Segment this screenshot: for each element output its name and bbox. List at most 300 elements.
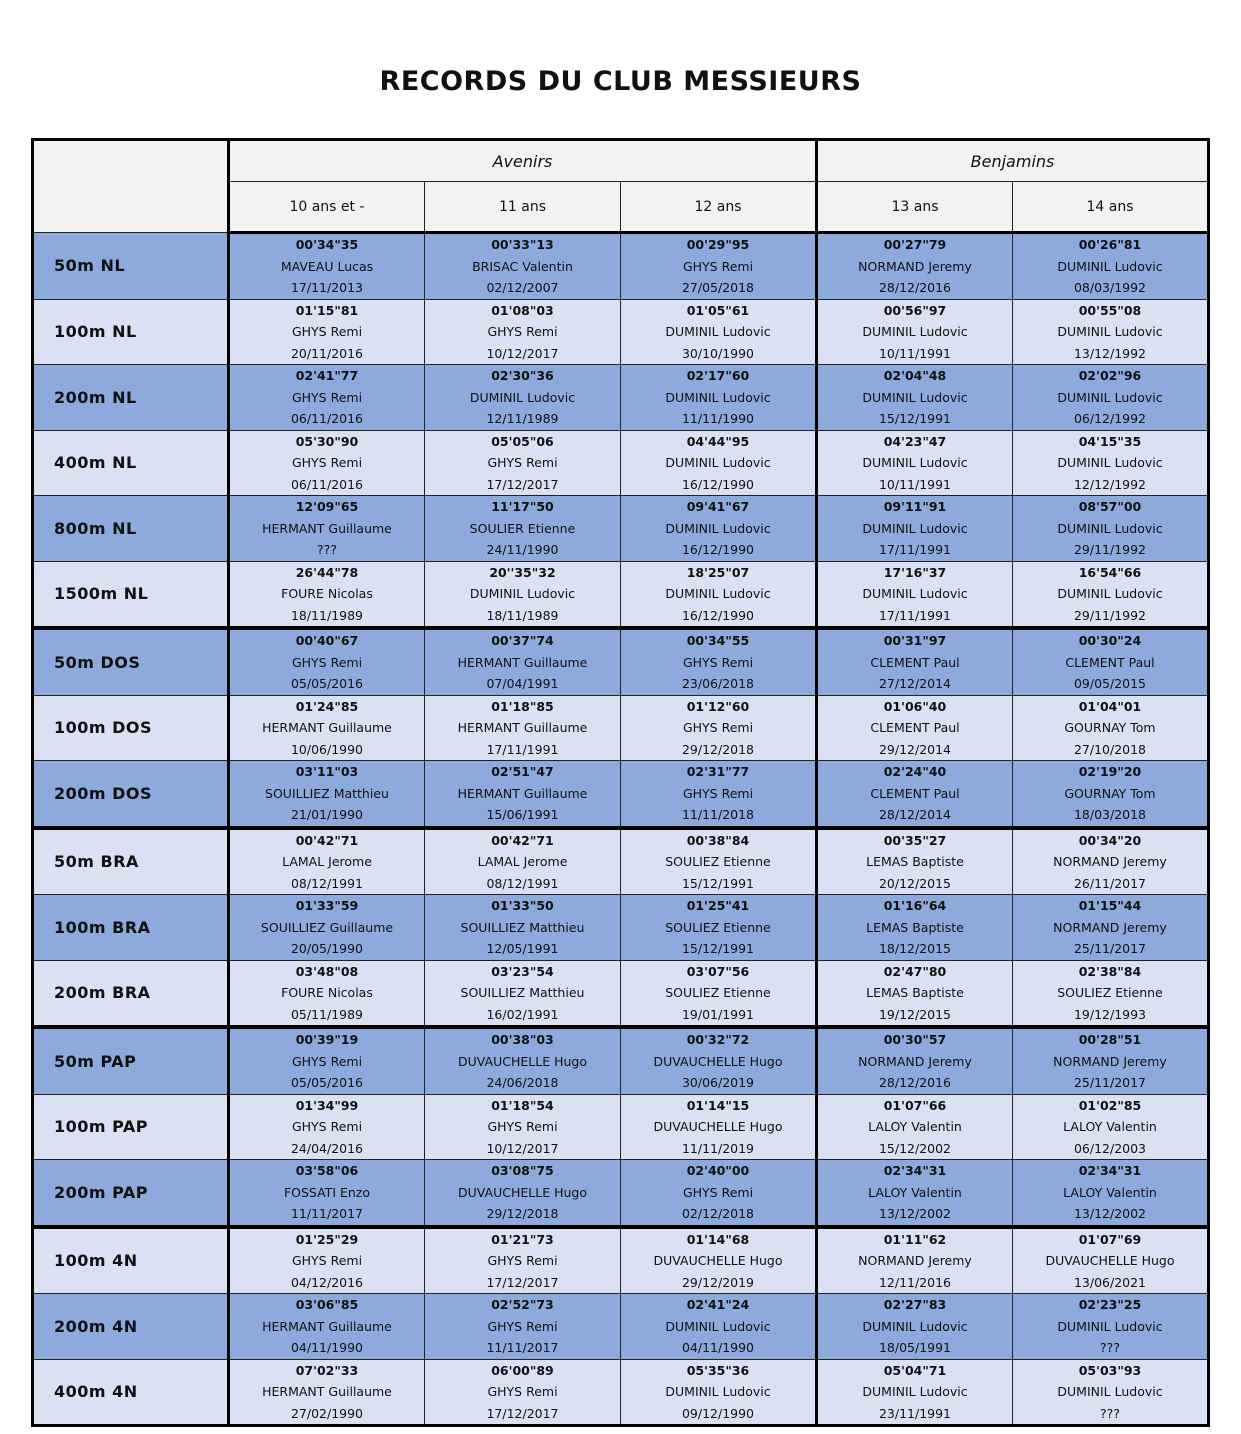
table-row [33, 1160, 1209, 1227]
record-time: 00'56"97 [883, 302, 947, 318]
record-cell [425, 233, 621, 300]
record-cell [621, 895, 817, 961]
record-date: 17/12/2017 [486, 1405, 559, 1421]
record-time: 02'34"31 [1078, 1163, 1142, 1178]
record-date: 19/12/1993 [1073, 1006, 1147, 1022]
record-cell [1013, 1359, 1209, 1426]
record-time: 11'17"50 [491, 499, 554, 514]
table-row [33, 895, 1209, 961]
record-date: 28/12/2016 [878, 280, 952, 295]
record-cell [1013, 299, 1209, 365]
record-time: 02'19"20 [1078, 764, 1142, 779]
record-holder: GOURNAY Tom [1064, 720, 1156, 735]
record-time: 20''35"32 [489, 564, 556, 580]
record-cell [1013, 1227, 1209, 1294]
record-holder: FOURE Nicolas [281, 586, 373, 601]
record-holder: DUMINIL Ludovic [1057, 520, 1163, 536]
record-date: 02/12/2018 [681, 1206, 755, 1221]
record-holder: CLEMENT Paul [870, 720, 960, 735]
record-holder: MAVEAU Lucas [280, 258, 374, 274]
record-cell [621, 828, 817, 895]
record-date: 15/06/1991 [486, 807, 559, 822]
record-time: 01'21"73 [491, 1231, 554, 1247]
record-cell [621, 496, 817, 562]
record-date: 23/11/1991 [878, 1405, 952, 1421]
record-date: 20/05/1990 [290, 941, 364, 956]
record-cell [425, 299, 621, 365]
record-holder: DUVAUCHELLE Hugo [653, 1253, 783, 1268]
record-cell [1013, 695, 1209, 761]
record-date: 16/02/1991 [486, 1006, 559, 1022]
record-holder: SOUILLIEZ Matthieu [265, 785, 389, 801]
record-time: 00'30"57 [883, 1032, 947, 1047]
record-date: 23/06/2018 [681, 676, 755, 691]
table-row [33, 365, 1209, 431]
record-time: 08'57"00 [1078, 499, 1142, 514]
record-holder: DUMINIL Ludovic [1057, 389, 1163, 405]
record-date: 10/11/1991 [878, 476, 952, 492]
record-date: 25/11/2017 [1073, 1075, 1147, 1090]
record-time: 00'30"24 [1078, 633, 1142, 648]
record-holder: GHYS Remi [291, 1253, 363, 1268]
record-date: 10/06/1990 [290, 741, 364, 757]
record-holder: DUVAUCHELLE Hugo [653, 1053, 783, 1069]
record-holder: GHYS Remi [487, 1253, 558, 1268]
record-time: 02'47"80 [883, 963, 947, 979]
record-date: 18/03/2018 [1073, 807, 1147, 822]
record-date: 26/11/2017 [1073, 875, 1147, 891]
record-time: 00'38"03 [491, 1032, 554, 1047]
record-holder: LEMAS Baptiste [866, 919, 964, 935]
table-row [33, 1027, 1209, 1094]
record-date: 16/12/1990 [681, 542, 755, 557]
event-label: 100m NL [33, 299, 229, 365]
record-time: 00'34"55 [686, 633, 750, 648]
record-time: 09'41"67 [686, 499, 750, 514]
record-date: 06/12/1992 [1073, 411, 1147, 426]
record-holder: HERMANT Guillaume [262, 1384, 392, 1399]
record-cell [817, 895, 1013, 961]
record-time: 02'27"83 [883, 1297, 947, 1312]
record-cell [817, 1227, 1013, 1294]
record-cell [229, 1227, 425, 1294]
record-cell [1013, 1027, 1209, 1094]
record-time: 01'24"85 [295, 698, 359, 714]
record-date: 27/05/2018 [681, 280, 755, 295]
record-holder: DUMINIL Ludovic [1057, 1318, 1163, 1334]
event-label: 100m DOS [33, 695, 229, 761]
record-time: 00'33"13 [491, 237, 554, 252]
record-holder: FOSSATI Enzo [283, 1184, 371, 1200]
record-time: 00'35"27 [883, 832, 947, 848]
records-body [33, 233, 1209, 1426]
record-holder: DUMINIL Ludovic [862, 1318, 968, 1334]
record-holder: HERMANT Guillaume [262, 1318, 392, 1334]
record-date: 24/06/2018 [486, 1075, 559, 1090]
record-time: 04'15"35 [1078, 433, 1142, 449]
record-holder: DUMINIL Ludovic [1057, 258, 1163, 274]
record-cell [621, 960, 817, 1027]
record-cell [1013, 761, 1209, 828]
record-holder: DUMINIL Ludovic [862, 455, 968, 470]
record-date: 29/12/2018 [681, 741, 755, 757]
record-time: 01'04"01 [1078, 698, 1142, 714]
record-date: 19/12/2015 [878, 1006, 952, 1022]
record-time: 01'14"68 [686, 1231, 750, 1247]
record-time: 05'04"71 [883, 1362, 947, 1378]
record-time: 07'02"33 [295, 1362, 359, 1378]
record-time: 03'48"08 [295, 963, 359, 979]
record-date: 29/12/2019 [681, 1274, 755, 1290]
record-holder: DUMINIL Ludovic [469, 389, 576, 405]
record-cell [229, 1027, 425, 1094]
record-date: 18/11/1989 [486, 607, 559, 623]
record-cell [621, 1160, 817, 1227]
record-date: 16/12/1990 [681, 476, 755, 492]
record-time: 00'27"79 [883, 237, 947, 252]
record-time: 00'34"35 [295, 237, 359, 252]
record-date: 17/12/2017 [486, 1274, 559, 1290]
record-holder: GHYS Remi [682, 720, 754, 735]
record-time: 03'07"56 [686, 963, 750, 979]
record-cell [817, 365, 1013, 431]
record-time: 03'11"03 [295, 764, 359, 779]
record-date: 24/04/2016 [290, 1140, 364, 1156]
record-date: 17/11/2013 [290, 280, 364, 295]
record-cell [229, 695, 425, 761]
record-holder: DUMINIL Ludovic [665, 324, 771, 339]
record-holder: LAMAL Jerome [282, 854, 372, 869]
record-holder: DUMINIL Ludovic [665, 1384, 771, 1399]
record-cell [817, 695, 1013, 761]
record-holder: NORMAND Jeremy [1053, 919, 1167, 935]
record-time: 02'02"96 [1078, 368, 1142, 383]
record-holder: GHYS Remi [682, 258, 754, 274]
record-time: 05'05"06 [491, 433, 554, 449]
record-date: ??? [317, 542, 337, 557]
record-holder: DUMINIL Ludovic [665, 389, 771, 405]
record-cell [229, 895, 425, 961]
record-date: 19/01/1991 [681, 1006, 755, 1022]
record-time: 01'25"29 [295, 1231, 359, 1247]
record-holder: DUMINIL Ludovic [665, 1318, 771, 1334]
record-cell [1013, 828, 1209, 895]
record-cell [1013, 496, 1209, 562]
record-cell [425, 1359, 621, 1426]
record-time: 12'09"65 [295, 499, 359, 514]
record-date: 10/11/1991 [878, 345, 952, 361]
event-label: 50m DOS [33, 628, 229, 695]
record-cell [425, 1160, 621, 1227]
table-row [33, 761, 1209, 828]
record-date: 13/12/2002 [1073, 1206, 1147, 1221]
group-header-benjamins: Benjamins [817, 140, 1209, 182]
record-date: 11/11/1990 [681, 411, 755, 426]
record-time: 01'15"81 [295, 302, 359, 318]
record-cell [621, 761, 817, 828]
record-time: 09'11"91 [883, 499, 947, 514]
event-label: 200m NL [33, 365, 229, 431]
record-holder: LALOY Valentin [1063, 1184, 1157, 1200]
header-corner [33, 140, 229, 233]
record-cell [425, 1227, 621, 1294]
table-row [33, 695, 1209, 761]
record-date: 17/11/1991 [878, 607, 952, 623]
record-holder: NORMAND Jeremy [858, 1253, 972, 1268]
table-row [33, 1359, 1209, 1426]
record-date: 17/11/1991 [486, 741, 559, 757]
record-date: ??? [1100, 1405, 1120, 1421]
event-label: 50m PAP [33, 1027, 229, 1094]
record-cell [425, 628, 621, 695]
record-cell [621, 299, 817, 365]
record-time: 02'24"40 [883, 764, 947, 779]
record-cell [817, 828, 1013, 895]
record-time: 01'11"62 [883, 1231, 947, 1247]
record-holder: NORMAND Jeremy [1053, 854, 1167, 869]
record-time: 18'25"07 [686, 564, 750, 580]
record-date: 29/12/2018 [486, 1206, 559, 1221]
record-holder: LEMAS Baptiste [866, 854, 964, 869]
record-holder: SOULIER Etienne [469, 520, 576, 536]
table-row [33, 1227, 1209, 1294]
record-date: 27/02/1990 [290, 1405, 364, 1421]
record-date: 21/01/1990 [290, 807, 364, 822]
record-date: 30/10/1990 [681, 345, 755, 361]
record-time: 02'38"84 [1078, 963, 1142, 979]
record-time: 00'26"81 [1078, 237, 1142, 252]
record-cell [817, 1094, 1013, 1160]
record-cell [1013, 365, 1209, 431]
record-cell [425, 365, 621, 431]
table-row [33, 628, 1209, 695]
record-date: 29/11/1992 [1073, 607, 1147, 623]
record-cell [425, 828, 621, 895]
record-holder: LAMAL Jerome [477, 854, 568, 869]
record-time: 00'42"71 [295, 832, 359, 848]
record-cell [1013, 233, 1209, 300]
record-date: 08/12/1991 [486, 875, 559, 891]
record-time: 00'28"51 [1078, 1032, 1142, 1047]
record-date: 25/11/2017 [1073, 941, 1147, 956]
record-time: 00'34"20 [1078, 832, 1142, 848]
record-cell [1013, 628, 1209, 695]
record-cell [817, 628, 1013, 695]
event-label: 400m NL [33, 430, 229, 496]
record-cell [621, 1294, 817, 1360]
record-holder: LEMAS Baptiste [866, 985, 964, 1000]
record-cell [817, 561, 1013, 628]
record-holder: SOUILLIEZ Matthieu [460, 919, 585, 935]
record-date: ??? [1100, 1340, 1120, 1355]
record-time: 00'31"97 [883, 633, 947, 648]
record-holder: SOULIEZ Etienne [665, 919, 771, 935]
record-time: 03'08"75 [491, 1163, 554, 1178]
record-holder: SOULIEZ Etienne [665, 854, 771, 869]
record-time: 00'42"71 [491, 832, 554, 848]
record-cell [425, 960, 621, 1027]
record-time: 26'44"78 [295, 564, 359, 580]
record-holder: DUMINIL Ludovic [862, 586, 968, 601]
record-cell [621, 1027, 817, 1094]
record-holder: GHYS Remi [682, 654, 754, 670]
record-time: 02'17"60 [686, 368, 750, 383]
record-holder: GHYS Remi [682, 785, 754, 801]
table-row [33, 960, 1209, 1027]
record-cell [817, 1294, 1013, 1360]
record-date: 15/12/1991 [681, 941, 755, 956]
record-time: 05'03"93 [1078, 1362, 1142, 1378]
record-cell [229, 828, 425, 895]
record-date: 28/12/2014 [878, 807, 952, 822]
event-label: 100m BRA [33, 895, 229, 961]
record-time: 03'06"85 [295, 1297, 359, 1312]
record-cell [1013, 1094, 1209, 1160]
record-cell [425, 695, 621, 761]
record-holder: GHYS Remi [291, 1053, 363, 1069]
table-row [33, 1094, 1209, 1160]
record-cell [621, 430, 817, 496]
event-label: 200m 4N [33, 1294, 229, 1360]
record-date: 05/05/2016 [290, 1075, 364, 1090]
record-cell [621, 628, 817, 695]
record-cell [817, 299, 1013, 365]
table-row [33, 1294, 1209, 1360]
record-holder: GHYS Remi [487, 1384, 558, 1399]
record-holder: DUVAUCHELLE Hugo [458, 1184, 587, 1200]
record-date: 27/12/2014 [878, 676, 952, 691]
record-cell [425, 561, 621, 628]
records-table [31, 138, 1210, 1427]
record-holder: SOUILLIEZ Matthieu [460, 985, 585, 1000]
record-holder: HERMANT Guillaume [457, 720, 588, 735]
record-date: 30/06/2019 [681, 1075, 755, 1090]
table-row [33, 299, 1209, 365]
record-holder: SOULIEZ Etienne [665, 985, 771, 1000]
event-label: 200m BRA [33, 960, 229, 1027]
record-time: 01'02"85 [1078, 1097, 1142, 1113]
record-cell [621, 1359, 817, 1426]
record-date: 04/11/1990 [681, 1340, 755, 1355]
record-cell [817, 761, 1013, 828]
record-holder: BRISAC Valentin [472, 258, 573, 274]
record-cell [817, 1160, 1013, 1227]
record-time: 00'37"74 [491, 633, 554, 648]
table-row [33, 828, 1209, 895]
record-date: 05/11/1989 [290, 1006, 364, 1022]
record-time: 01'06"40 [883, 698, 947, 714]
event-label: 200m DOS [33, 761, 229, 828]
record-holder: DUMINIL Ludovic [862, 520, 968, 536]
record-time: 01'12"60 [686, 698, 750, 714]
record-holder: SOULIEZ Etienne [1057, 985, 1163, 1000]
record-holder: DUMINIL Ludovic [469, 586, 576, 601]
record-cell [621, 561, 817, 628]
record-time: 01'05"61 [686, 302, 750, 318]
event-label: 100m PAP [33, 1094, 229, 1160]
record-date: 28/12/2016 [878, 1075, 952, 1090]
record-cell [425, 496, 621, 562]
record-holder: GHYS Remi [682, 1184, 754, 1200]
record-date: 18/05/1991 [878, 1340, 952, 1355]
record-time: 01'33"50 [491, 898, 554, 913]
record-time: 01'18"85 [491, 698, 554, 714]
record-cell [425, 1094, 621, 1160]
record-holder: NORMAND Jeremy [1053, 1053, 1167, 1069]
record-time: 02'30"36 [491, 368, 554, 383]
record-time: 01'16"64 [883, 898, 947, 913]
record-time: 00'38"84 [686, 832, 750, 848]
record-date: 13/06/2021 [1073, 1274, 1147, 1290]
record-date: 29/12/2014 [878, 741, 952, 757]
record-time: 01'15"44 [1078, 898, 1142, 913]
record-holder: DUMINIL Ludovic [1057, 455, 1163, 470]
record-date: 08/03/1992 [1073, 280, 1147, 295]
record-holder: HERMANT Guillaume [262, 720, 392, 735]
record-holder: HERMANT Guillaume [457, 654, 588, 670]
record-date: 04/11/1990 [290, 1340, 364, 1355]
record-date: 07/04/1991 [486, 676, 559, 691]
record-cell [621, 1227, 817, 1294]
record-holder: NORMAND Jeremy [858, 1053, 972, 1069]
record-date: 10/12/2017 [486, 345, 559, 361]
record-holder: SOUILLIEZ Guillaume [260, 919, 394, 935]
record-time: 01'34"99 [295, 1097, 359, 1113]
record-date: 15/12/1991 [878, 411, 952, 426]
record-time: 05'35"36 [686, 1362, 750, 1378]
event-label: 200m PAP [33, 1160, 229, 1227]
table-row [33, 233, 1209, 300]
record-date: 12/11/1989 [486, 411, 559, 426]
record-holder: DUMINIL Ludovic [1057, 586, 1163, 601]
record-holder: GHYS Remi [291, 324, 363, 339]
record-holder: LALOY Valentin [868, 1119, 962, 1134]
record-date: 06/11/2016 [290, 476, 364, 492]
record-cell [1013, 430, 1209, 496]
record-time: 01'14"15 [686, 1097, 750, 1113]
event-label: 100m 4N [33, 1227, 229, 1294]
record-date: 18/12/2015 [878, 941, 952, 956]
record-date: 20/12/2015 [878, 875, 952, 891]
record-time: 00'55"08 [1078, 302, 1142, 318]
record-date: 04/12/2016 [290, 1274, 364, 1290]
record-holder: GHYS Remi [487, 324, 558, 339]
record-date: 27/10/2018 [1073, 741, 1147, 757]
record-time: 02'34"31 [883, 1163, 947, 1178]
record-date: 20/11/2016 [290, 345, 364, 361]
record-holder: DUMINIL Ludovic [1057, 324, 1163, 339]
record-time: 02'40"00 [686, 1163, 750, 1178]
record-date: 09/12/1990 [681, 1405, 755, 1421]
record-cell [425, 895, 621, 961]
record-holder: DUMINIL Ludovic [862, 1384, 968, 1399]
record-date: 29/11/1992 [1073, 542, 1147, 557]
record-time: 04'44"95 [686, 433, 750, 449]
record-cell [817, 1027, 1013, 1094]
record-holder: DUMINIL Ludovic [1057, 1384, 1163, 1399]
age-header: 14 ans [1013, 182, 1209, 233]
record-date: 16/12/1990 [681, 607, 755, 623]
record-time: 01'07"69 [1078, 1231, 1142, 1247]
table-row [33, 496, 1209, 562]
group-header-avenirs: Avenirs [229, 140, 817, 182]
record-date: 13/12/2002 [878, 1206, 952, 1221]
record-holder: DUVAUCHELLE Hugo [1045, 1253, 1175, 1268]
record-date: 09/05/2015 [1073, 676, 1147, 691]
record-holder: GHYS Remi [291, 455, 363, 470]
record-holder: FOURE Nicolas [281, 985, 373, 1000]
record-time: 06'00"89 [491, 1362, 554, 1378]
